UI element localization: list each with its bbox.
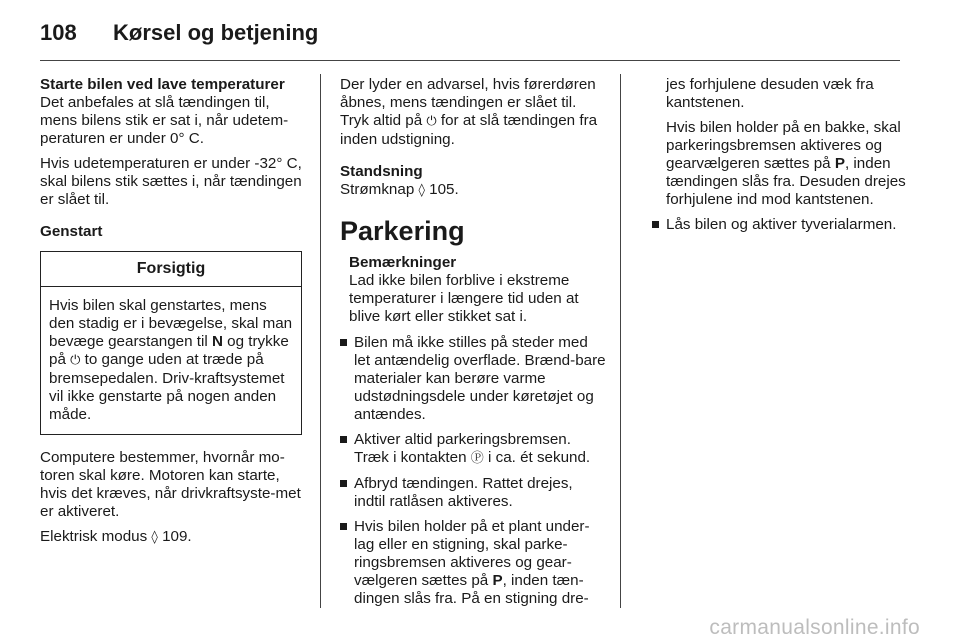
reference-arrow-icon: ◊: [151, 530, 158, 545]
paragraph-computer: Computere bestemmer, hvornår mo-toren skal køre. Motoren kan starte, hvis det kræves, når drivkraftsyste-met er aktiveret.: [40, 449, 301, 520]
gear-p-label: P: [834, 155, 845, 172]
note-block: [340, 254, 606, 326]
power-icon: ⏻: [70, 353, 81, 368]
paragraph-cold-2: Hvis udetemperaturen er under -32° C, skal bilens stik sættes i, når tændingen er slået til.: [40, 155, 302, 208]
subheading-cold-start: Starte bilen ved lave temperaturer: [40, 76, 285, 93]
warning-text-1: Hvis bilen skal genstartes, mens den stadig er i bevægelse, skal man bevæge gearstangen til: [49, 297, 293, 350]
section-heading-parking: Parkering: [340, 216, 465, 246]
door-warning-text-2: for at slå tændingen fra inden udstigning.: [340, 112, 598, 148]
column-divider-2: [620, 74, 621, 608]
warning-body: [41, 287, 301, 434]
bullet-item: [340, 518, 606, 608]
gear-n-label: N: [211, 333, 223, 350]
header-rule: [40, 60, 900, 61]
hill-text-1: Hvis bilen holder på en bakke, skal parkeringsbremsen aktiveres og gearvælgeren sættes på: [666, 119, 901, 172]
paragraph-electric-mode: [40, 528, 302, 547]
page-title: Kørsel og betjening: [113, 20, 319, 45]
warning-text-3: to gange uden at træde på bremsepedalen. Driv-kraftsystemet vil ikke genstarte på nogen anden måde.: [49, 351, 285, 423]
note-body: Lad ikke bilen forblive i ekstreme temperaturer i længere tid uden at blive kørt eller stikket sat i.: [349, 272, 579, 325]
parking-brake-icon: Ⓟ: [470, 451, 484, 466]
bullet-text: Hvis bilen holder på et plant under-lag eller en stigning, skal parke-ringsbremsen aktiveres og gear-vælgeren sættes på: [354, 518, 590, 589]
warning-box: [40, 251, 302, 435]
electric-mode-text: Elektrisk modus: [40, 528, 152, 545]
warning-title: Forsigtig: [41, 252, 301, 287]
reference-arrow-icon: ◊: [418, 183, 425, 198]
bullet-text: Aktiver altid parkeringsbremsen. Træk i kontakten: [354, 431, 571, 466]
bullet-item: Bilen må ikke stilles på steder med let antændelig overflade. Brænd-bare materialer kan berøre varme udstødningsdele under køretøjet og antændes.: [340, 334, 606, 424]
bullet-item: [340, 431, 606, 468]
power-button-text: Strømknap: [340, 181, 419, 198]
subheading-restart: Genstart: [40, 223, 103, 240]
column-2: [340, 76, 606, 615]
door-warning-text-1: Der lyder en advarsel, hvis førerdøren åbnes, mens tændingen er slået til. Tryk altid på: [340, 76, 596, 129]
bullet-item: Lås bilen og aktiver tyverialarmen.: [652, 216, 914, 234]
paragraph-cold-1: Det anbefales at slå tændingen til, mens bilens stik er sat i, når udetem-peraturen er under 0° C.: [40, 94, 289, 147]
hill-text-2: , inden tændingen slås fra. Desuden drejes forhjulene ind mod kantstenen.: [666, 155, 906, 208]
bullet-text: , inden tæn-dingen slås fra. På en stigning dre-: [354, 572, 589, 607]
column-1: [40, 76, 302, 554]
paragraph-power-button: [340, 181, 606, 200]
gear-p-label: P: [492, 572, 503, 589]
bullet-continuation: jes forhjulene desuden væk fra kantstenen.: [666, 76, 874, 111]
electric-mode-page: 109.: [157, 528, 192, 545]
bullet-text: i ca. ét sekund.: [483, 449, 591, 466]
subheading-stopping: Standsning: [340, 163, 423, 180]
column-3: [652, 76, 914, 241]
bullet-item: Afbryd tændingen. Rattet drejes, indtil ratlåsen aktiveres.: [340, 475, 606, 511]
warning-text-2: og trykke på: [49, 333, 289, 368]
column-divider-1: [320, 74, 321, 608]
paragraph-door-warning: [340, 76, 606, 149]
power-icon: ⏻: [426, 114, 437, 129]
watermark: carmanualsonline.info: [709, 616, 920, 639]
note-title: Bemærkninger: [349, 254, 457, 271]
paragraph-hill-parking: [652, 119, 914, 209]
power-button-page: 105.: [424, 181, 459, 198]
page-number: 108: [40, 20, 77, 45]
